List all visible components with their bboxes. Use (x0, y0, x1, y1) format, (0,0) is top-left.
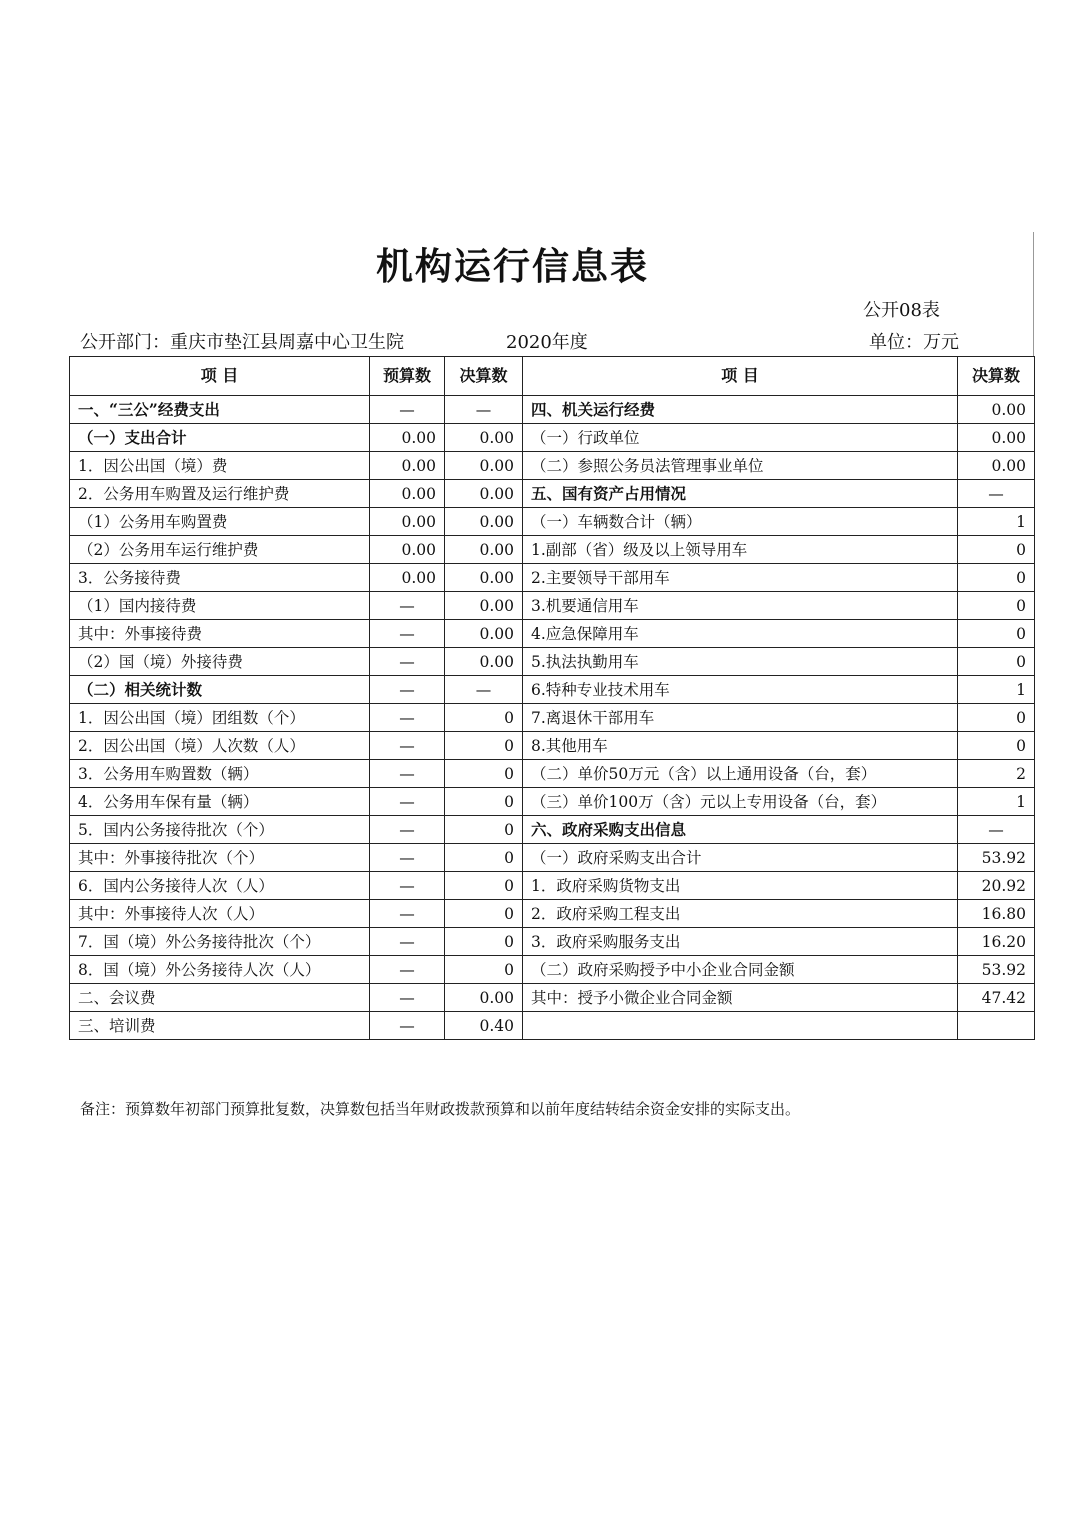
right-item-cell: 3．政府采购服务支出 (523, 928, 958, 956)
actual-cell: 0 (445, 732, 523, 760)
table-row (70, 620, 1035, 648)
actual-cell: 0 (445, 760, 523, 788)
footnote: 备注：预算数年初部门预算批复数，决算数包括当年财政拨款预算和以前年度结转结余资金安排的实际支出。 (80, 1100, 801, 1118)
budget-cell: — (370, 956, 445, 984)
right-item-cell: （一）政府采购支出合计 (523, 844, 958, 872)
table-row (70, 704, 1035, 732)
budget-cell: 0.00 (370, 564, 445, 592)
actual-cell: — (445, 676, 523, 704)
budget-cell: — (370, 788, 445, 816)
right-actual-cell: 0 (958, 620, 1035, 648)
actual-cell: 0.40 (445, 1012, 523, 1040)
table-row (70, 676, 1035, 704)
header-left-item: 项 目 (70, 357, 370, 396)
header-right-actual: 决算数 (958, 357, 1035, 396)
table-row (70, 424, 1035, 452)
left-item-cell: 二、会议费 (70, 984, 370, 1012)
right-item-cell: 4.应急保障用车 (523, 620, 958, 648)
header-right-item: 项 目 (523, 357, 958, 396)
budget-cell: — (370, 592, 445, 620)
left-item-cell: 4．公务用车保有量（辆） (70, 788, 370, 816)
left-item-cell: 5．国内公务接待批次（个） (70, 816, 370, 844)
table-row (70, 452, 1035, 480)
budget-cell: — (370, 704, 445, 732)
right-actual-cell: 0.00 (958, 424, 1035, 452)
table-row (70, 564, 1035, 592)
actual-cell: 0.00 (445, 620, 523, 648)
table-row (70, 956, 1035, 984)
left-item-cell: 其中：外事接待人次（人） (70, 900, 370, 928)
left-item-cell: 1．因公出国（境）费 (70, 452, 370, 480)
actual-cell: 0 (445, 900, 523, 928)
right-actual-cell: 0 (958, 536, 1035, 564)
right-actual-cell: 20.92 (958, 872, 1035, 900)
left-item-cell: （1）国内接待费 (70, 592, 370, 620)
right-actual-cell: 0 (958, 732, 1035, 760)
page-edge-line (1033, 232, 1034, 356)
budget-cell: — (370, 816, 445, 844)
right-item-cell: （一）行政单位 (523, 424, 958, 452)
actual-cell: 0 (445, 872, 523, 900)
right-actual-cell: 0 (958, 592, 1035, 620)
actual-cell: 0.00 (445, 984, 523, 1012)
form-number: 公开08表 (863, 300, 940, 321)
right-item-cell (523, 1012, 958, 1040)
right-actual-cell: 53.92 (958, 844, 1035, 872)
actual-cell: 0.00 (445, 508, 523, 536)
left-item-cell: 3．公务用车购置数（辆） (70, 760, 370, 788)
actual-cell: 0.00 (445, 648, 523, 676)
left-item-cell: 一、“三公”经费支出 (70, 396, 370, 424)
budget-cell: — (370, 900, 445, 928)
left-item-cell: （一）支出合计 (70, 424, 370, 452)
left-item-cell: 8．国（境）外公务接待人次（人） (70, 956, 370, 984)
right-actual-cell: 0 (958, 648, 1035, 676)
right-item-cell: 3.机要通信用车 (523, 592, 958, 620)
right-item-cell: 六、政府采购支出信息 (523, 816, 958, 844)
budget-cell: 0.00 (370, 480, 445, 508)
right-actual-cell: — (958, 480, 1035, 508)
right-item-cell: （二）参照公务员法管理事业单位 (523, 452, 958, 480)
right-actual-cell (958, 1012, 1035, 1040)
actual-cell: 0.00 (445, 536, 523, 564)
table-row (70, 592, 1035, 620)
info-table (69, 356, 1035, 1040)
table-row (70, 788, 1035, 816)
table-row (70, 872, 1035, 900)
table-row (70, 396, 1035, 424)
table-row (70, 816, 1035, 844)
table-row (70, 480, 1035, 508)
left-item-cell: 7．国（境）外公务接待批次（个） (70, 928, 370, 956)
budget-cell: — (370, 760, 445, 788)
right-item-cell: 五、国有资产占用情况 (523, 480, 958, 508)
right-actual-cell: 0.00 (958, 396, 1035, 424)
table-row (70, 928, 1035, 956)
budget-cell: — (370, 620, 445, 648)
actual-cell: 0.00 (445, 452, 523, 480)
right-item-cell: 6.特种专业技术用车 (523, 676, 958, 704)
right-actual-cell: 0 (958, 704, 1035, 732)
right-item-cell: 2.主要领导干部用车 (523, 564, 958, 592)
left-item-cell: （1）公务用车购置费 (70, 508, 370, 536)
actual-cell: 0 (445, 816, 523, 844)
right-actual-cell: — (958, 816, 1035, 844)
right-item-cell: 2．政府采购工程支出 (523, 900, 958, 928)
left-item-cell: （2）公务用车运行维护费 (70, 536, 370, 564)
budget-cell: — (370, 396, 445, 424)
budget-cell: — (370, 648, 445, 676)
right-actual-cell: 53.92 (958, 956, 1035, 984)
table-row (70, 900, 1035, 928)
right-item-cell: 1.副部（省）级及以上领导用车 (523, 536, 958, 564)
left-item-cell: 6．国内公务接待人次（人） (70, 872, 370, 900)
actual-cell: 0 (445, 956, 523, 984)
budget-cell: — (370, 984, 445, 1012)
right-item-cell: （三）单价100万（含）元以上专用设备（台，套） (523, 788, 958, 816)
left-item-cell: 3．公务接待费 (70, 564, 370, 592)
table-row (70, 648, 1035, 676)
table-row (70, 536, 1035, 564)
left-item-cell: 1．因公出国（境）团组数（个） (70, 704, 370, 732)
left-item-cell: 三、培训费 (70, 1012, 370, 1040)
right-actual-cell: 0.00 (958, 452, 1035, 480)
table-row (70, 1012, 1035, 1040)
year-label: 2020年度 (506, 332, 588, 353)
table-row (70, 844, 1035, 872)
budget-cell: 0.00 (370, 424, 445, 452)
right-item-cell: （二）单价50万元（含）以上通用设备（台，套） (523, 760, 958, 788)
right-item-cell: （二）政府采购授予中小企业合同金额 (523, 956, 958, 984)
left-item-cell: （2）国（境）外接待费 (70, 648, 370, 676)
actual-cell: 0.00 (445, 480, 523, 508)
budget-cell: 0.00 (370, 452, 445, 480)
header-row (70, 357, 1035, 396)
left-item-cell: （二）相关统计数 (70, 676, 370, 704)
actual-cell: 0.00 (445, 424, 523, 452)
left-item-cell: 2．公务用车购置及运行维护费 (70, 480, 370, 508)
budget-cell: — (370, 872, 445, 900)
budget-cell: 0.00 (370, 508, 445, 536)
header-budget: 预算数 (370, 357, 445, 396)
actual-cell: 0 (445, 928, 523, 956)
right-item-cell: 四、机关运行经费 (523, 396, 958, 424)
actual-cell: 0 (445, 788, 523, 816)
right-actual-cell: 47.42 (958, 984, 1035, 1012)
budget-cell: — (370, 928, 445, 956)
budget-cell: — (370, 676, 445, 704)
right-actual-cell: 16.80 (958, 900, 1035, 928)
page-title: 机构运行信息表 (376, 244, 649, 288)
budget-cell: — (370, 732, 445, 760)
left-item-cell: 其中：外事接待费 (70, 620, 370, 648)
right-actual-cell: 1 (958, 508, 1035, 536)
table-row (70, 984, 1035, 1012)
right-item-cell: （一）车辆数合计（辆） (523, 508, 958, 536)
right-actual-cell: 2 (958, 760, 1035, 788)
header-actual: 决算数 (445, 357, 523, 396)
right-item-cell: 1．政府采购货物支出 (523, 872, 958, 900)
department-label: 公开部门：重庆市垫江县周嘉中心卫生院 (80, 332, 404, 353)
right-item-cell: 8.其他用车 (523, 732, 958, 760)
left-item-cell: 2．因公出国（境）人次数（人） (70, 732, 370, 760)
table-row (70, 508, 1035, 536)
table-row (70, 760, 1035, 788)
right-item-cell: 7.离退休干部用车 (523, 704, 958, 732)
left-item-cell: 其中：外事接待批次（个） (70, 844, 370, 872)
right-item-cell: 其中：授予小微企业合同金额 (523, 984, 958, 1012)
budget-cell: — (370, 1012, 445, 1040)
actual-cell: 0 (445, 844, 523, 872)
table-row (70, 732, 1035, 760)
right-actual-cell: 1 (958, 676, 1035, 704)
budget-cell: 0.00 (370, 536, 445, 564)
right-actual-cell: 0 (958, 564, 1035, 592)
actual-cell: 0.00 (445, 564, 523, 592)
right-actual-cell: 1 (958, 788, 1035, 816)
right-actual-cell: 16.20 (958, 928, 1035, 956)
unit-label: 单位：万元 (869, 332, 959, 353)
actual-cell: — (445, 396, 523, 424)
actual-cell: 0.00 (445, 592, 523, 620)
right-item-cell: 5.执法执勤用车 (523, 648, 958, 676)
budget-cell: — (370, 844, 445, 872)
actual-cell: 0 (445, 704, 523, 732)
